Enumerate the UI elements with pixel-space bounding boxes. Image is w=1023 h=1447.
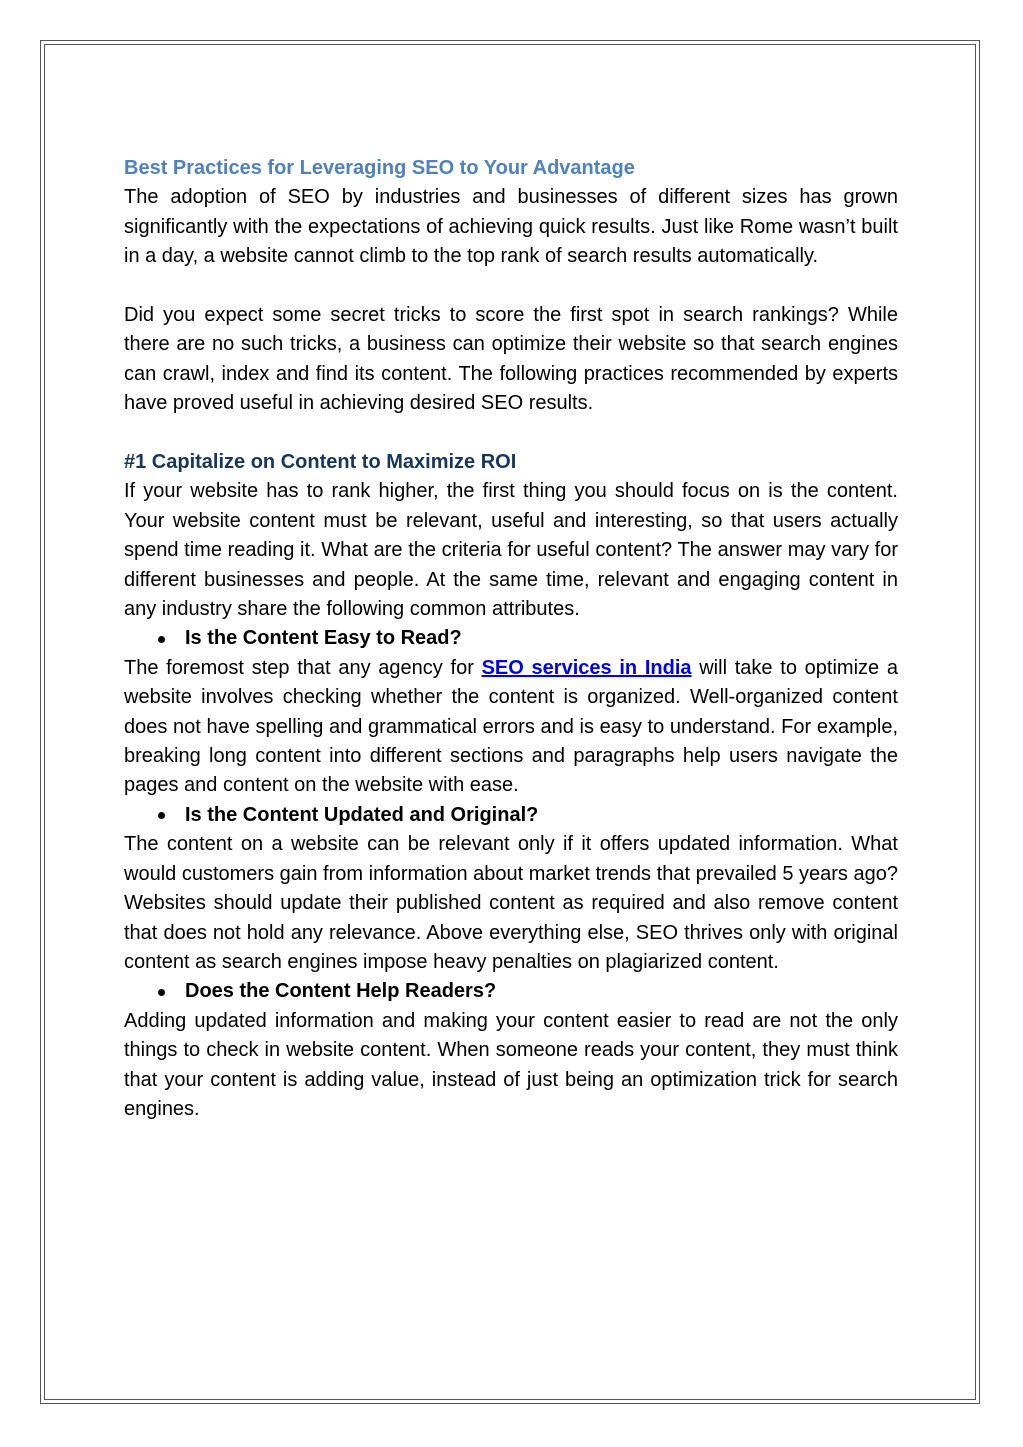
bullet-dot-icon [158,636,165,643]
bullet-item [124,977,898,1006]
bullet-paragraph: Adding updated information and making your content easier to read are not the only things to check in website content. When someone reads your content, they must think that your content is adding value, instead of just being an optimization trick for search engines. [124,1009,898,1120]
bullet-dot-icon [158,989,165,996]
section-paragraph: If your website has to rank higher, the first thing you should focus on is the content. Your website content must be relevant, useful and interesting, so that users actually spend time reading it. What are the criteria for useful content? The answer may vary for different businesses and people. At the same time, relevant and engaging content in any industry share the following common attributes. [124,480,898,621]
bullet-label: Is the Content Updated and Original? [185,803,539,826]
bullet-paragraph: The content on a website can be relevant only if it offers updated information. What would customers gain from information about market trends that prevailed 5 years ago? Websites should update their published content as required and also remove content that does not hold any relevance. Above everything else, SEO thrives only with original content as search engines impose heavy penalties on plagiarized content. [124,833,898,973]
bullet-text-after-link: will take to optimize a website involves checking whether the content is organized. Well-organized content does not have spelling and grammatical errors and is easy to understand. For example, breaking long content into different sections and paragraphs help users navigate the pages and content on the website with ease. [124,656,898,797]
document-body [124,154,898,1124]
bullet-paragraph [124,654,898,801]
bullet-label: Is the Content Easy to Read? [185,627,462,650]
intro-paragraph-1: The adoption of SEO by industries and businesses of different sizes has grown significantly with the expectations of achieving quick results. Just like Rome wasn’t built in a day, a website cannot climb to the top rank of search results automatically. [124,186,898,268]
bullet-text-before-link: The foremost step that any agency for [124,656,482,679]
bullet-label: Does the Content Help Readers? [185,980,497,1003]
paragraph-spacer [124,419,898,448]
bullet-item [124,801,898,830]
seo-services-link[interactable]: SEO services in India [481,656,692,679]
bullet-dot-icon [158,812,165,819]
document-title: Best Practices for Leveraging SEO to Your Advantage [124,157,635,179]
section-heading: #1 Capitalize on Content to Maximize ROI [124,451,517,474]
bullet-item [124,624,898,653]
paragraph-spacer [124,272,898,301]
intro-paragraph-2: Did you expect some secret tricks to score the first spot in search rankings? While there are no such tricks, a business can optimize their website so that search engines can crawl, index and find its content. The following practices recommended by experts have proved useful in achieving desired SEO results. [124,304,898,415]
